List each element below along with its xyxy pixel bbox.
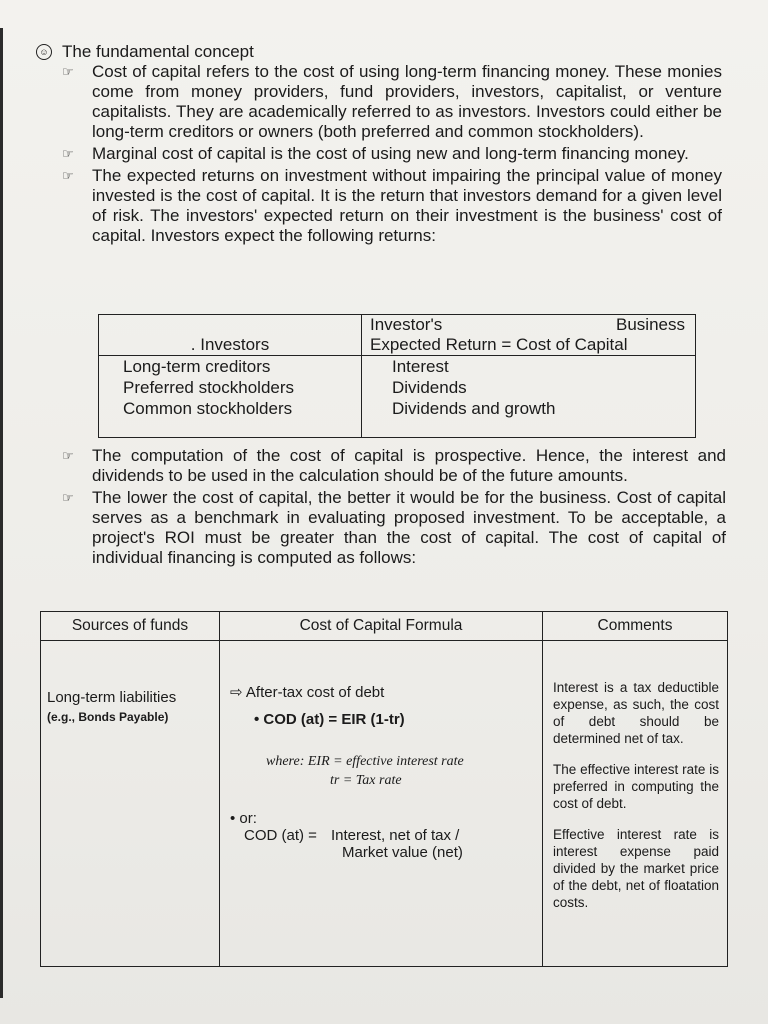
source-cell bbox=[41, 641, 220, 967]
header-formula: Cost of Capital Formula bbox=[220, 612, 543, 641]
bullet-text: The computation of the cost of capital is prospective. Hence, the interest and dividends to be used in the calculation should be of the future amounts. bbox=[92, 446, 726, 485]
bullet-text: Marginal cost of capital is the cost of using new and long-term financing money. bbox=[92, 144, 689, 163]
where-eir: where: EIR = effective interest rate bbox=[266, 754, 464, 769]
bullet-text: The expected returns on investment without impairing the principal value of money invested is the cost of capital. It is the return that investors demand for a given level of risk. The investors' expected return on their investment is the business' cost of capital. Investors expect the following returns: bbox=[92, 166, 722, 245]
bullet-list bbox=[62, 62, 722, 248]
formula-where bbox=[266, 752, 536, 790]
pointing-hand-icon: ☞ bbox=[62, 490, 74, 505]
investor-item: Common stockholders bbox=[123, 399, 293, 418]
formula-cod: • COD (at) = EIR (1-tr) bbox=[254, 711, 405, 728]
investor-item: Long-term creditors bbox=[123, 357, 271, 376]
header-comments: Comments bbox=[543, 612, 728, 641]
bullet-text: Cost of capital refers to the cost of using long-term financing money. These monies come from money providers, fund providers, investors, capitalist, or venture capitalists. They are academically referred to as investors. Investors could either be long-term creditors or owners (both preferred and common stockholders). bbox=[92, 62, 722, 141]
return-header-line2: Expected Return = Cost of Capital bbox=[370, 335, 628, 354]
formula-title: ⇨ After-tax cost of debt bbox=[230, 684, 385, 701]
comment-text: The effective interest rate is preferred in computing the cost of debt. bbox=[553, 762, 719, 811]
comment-text: Interest is a tax deductible expense, as such, the cost of debt should be determined net of tax. bbox=[553, 680, 719, 746]
formula-2-rhs: Interest, net of tax / bbox=[330, 827, 460, 844]
returns-cell bbox=[362, 356, 696, 438]
pointing-hand-icon: ☞ bbox=[62, 448, 74, 463]
or-label: • or: bbox=[230, 810, 257, 827]
return-item: Dividends and growth bbox=[392, 399, 556, 418]
pointing-hand-icon: ☞ bbox=[62, 168, 74, 183]
investor-item: Preferred stockholders bbox=[123, 378, 295, 397]
bullet-text: The lower the cost of capital, the better it would be for the business. Cost of capital serves as a benchmark in evaluating proposed investment. To be acceptable, a project's ROI must be greater than the cost of capital. The cost of capital of individual financing is computed as follows: bbox=[92, 488, 726, 567]
investors-cell bbox=[99, 356, 362, 438]
return-header-left: Investor's bbox=[370, 315, 443, 334]
formula-2-lhs: COD (at) = bbox=[244, 827, 317, 844]
comment-text: Effective interest rate is interest expense paid divided by the market price of the debt, net of floatation costs. bbox=[553, 827, 719, 910]
source-name: Long-term liabilities bbox=[47, 689, 177, 706]
return-header bbox=[362, 315, 696, 356]
source-example: (e.g., Bonds Payable) bbox=[47, 710, 169, 724]
investors-header: . Investors bbox=[99, 315, 362, 356]
binding-edge bbox=[0, 28, 3, 998]
header-sources: Sources of funds bbox=[41, 612, 220, 641]
investor-return-table bbox=[98, 314, 696, 438]
return-item: Dividends bbox=[392, 378, 467, 397]
list-item bbox=[62, 144, 722, 164]
smiley-icon: ☺ bbox=[36, 44, 52, 60]
list-item bbox=[62, 488, 726, 568]
section-heading bbox=[36, 42, 254, 62]
formula-cell bbox=[220, 641, 543, 967]
where-tr: tr = Tax rate bbox=[330, 773, 402, 788]
formula-cod-alt bbox=[244, 827, 536, 844]
bullet-list-2 bbox=[62, 446, 726, 570]
return-item: Interest bbox=[392, 357, 449, 376]
return-header-right: Business bbox=[616, 315, 685, 334]
list-item bbox=[62, 62, 722, 142]
cost-of-capital-table bbox=[40, 611, 728, 967]
list-item bbox=[62, 446, 726, 486]
pointing-hand-icon: ☞ bbox=[62, 146, 74, 161]
pointing-hand-icon: ☞ bbox=[62, 64, 74, 79]
list-item bbox=[62, 166, 722, 246]
formula-2-den: Market value (net) bbox=[342, 844, 463, 861]
heading-text: The fundamental concept bbox=[62, 42, 254, 61]
comments-cell bbox=[543, 641, 728, 967]
